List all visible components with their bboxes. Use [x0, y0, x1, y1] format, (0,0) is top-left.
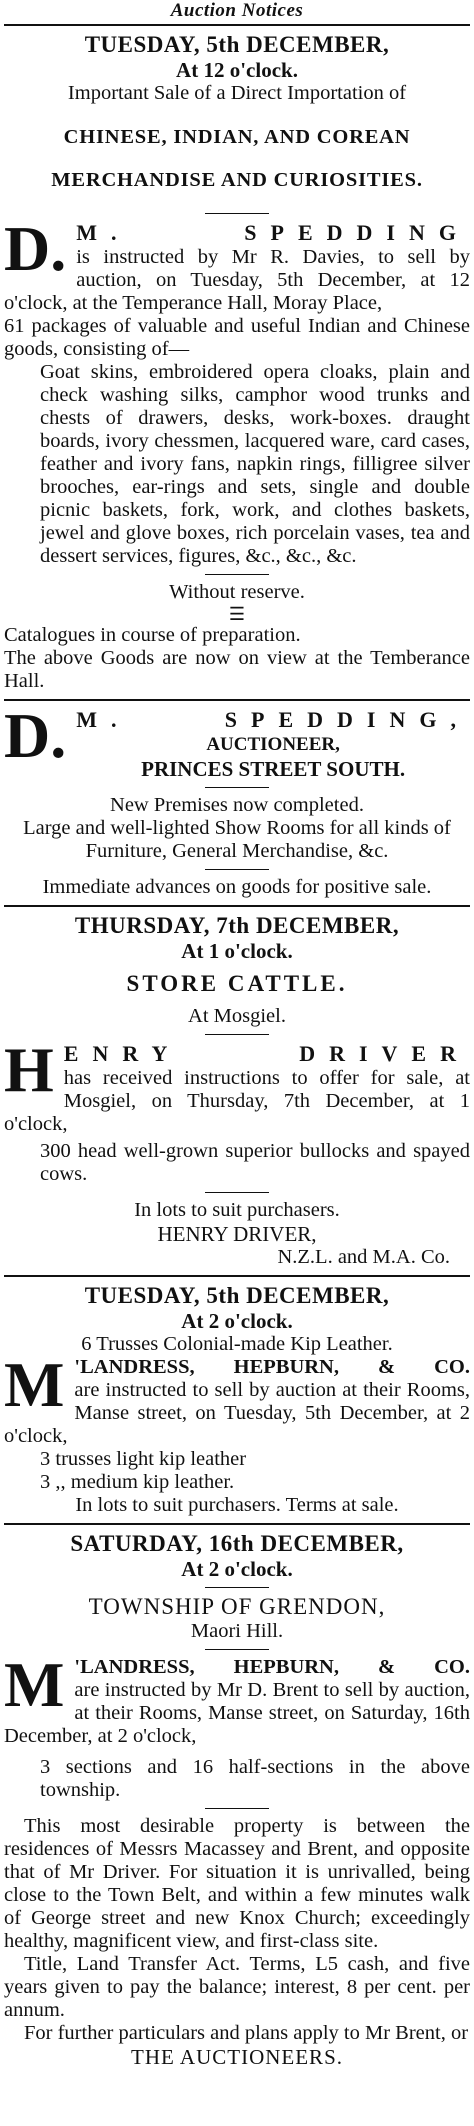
dropcap-paragraph: [4, 1348, 470, 1448]
short-rule: [205, 1192, 269, 1193]
short-rule: [205, 869, 269, 870]
view-note: The above Goods are now on view at the Temberance Hall.: [4, 646, 470, 692]
items-lead: 61 packages of valuable and useful Indian and Chinese goods, consisting of—: [4, 314, 470, 360]
short-rule: [205, 574, 269, 575]
sale-date: TUESDAY, 5th DECEMBER,: [84, 32, 390, 57]
sale-title: TOWNSHIP OF GRENDON,: [88, 1593, 386, 1619]
signature: HENRY DRIVER,: [157, 1221, 317, 1246]
sale-place: Maori Hill.: [190, 1619, 284, 1642]
sale-date: THURSDAY, 7th DECEMBER,: [74, 912, 400, 938]
auctioneer-name: M. SPEDDING: [76, 219, 470, 245]
sale-time: At 1 o'clock.: [181, 938, 293, 963]
auctioneer-name: 'LANDRESS, HEPBURN, & CO.: [74, 1355, 470, 1378]
notice-spedding-sale: [4, 32, 470, 693]
short-rule: [205, 787, 269, 788]
dropcap: D.: [4, 212, 67, 284]
ornament-icon: ☰: [228, 603, 246, 624]
section-header: Auction Notices: [170, 0, 304, 21]
dropcap-paragraph: [4, 1033, 470, 1136]
lead-line: 6 Trusses Colonial-made Kip Leather.: [81, 1332, 393, 1355]
dropcap-paragraph: [4, 212, 470, 315]
body-text: are instructed by Mr D. Brent to sell by auction, at their Rooms, Manse street, on Saturday, 16th December, at 2 o'clock,: [4, 1678, 470, 1747]
dropcap: H: [4, 1033, 54, 1105]
sale-time: At 12 o'clock.: [176, 58, 298, 82]
short-rule: [205, 1034, 269, 1035]
dropcap: D.: [4, 699, 67, 771]
sale-date: SATURDAY, 16th DECEMBER,: [70, 1530, 404, 1556]
divider: [4, 1275, 470, 1277]
advances-note: Immediate advances on goods for positive sale.: [42, 875, 432, 898]
auctioneer-name: ENRY DRIVER: [63, 1040, 470, 1066]
notice-store-cattle: [4, 913, 470, 1269]
short-rule: [205, 1808, 269, 1809]
lot-item: 3 trusses light kip leather: [40, 1447, 247, 1470]
sections-note: 3 sections and 16 half-sections in the above township.: [40, 1755, 470, 1801]
divider: [4, 24, 470, 26]
further-note: For further particulars and plans apply to Mr Brent, or: [24, 2021, 469, 2044]
notice-township-grendon: [4, 1531, 470, 2069]
lot-item: 3 ,, medium kip leather.: [40, 1470, 235, 1493]
sale-place: At Mosgiel.: [188, 1004, 286, 1027]
dropcap: M: [4, 1648, 65, 1720]
dropcap: M: [4, 1348, 65, 1420]
body-text: is instructed by Mr R. Davies, to sell by auction, on Tuesday, 5th December, at 12 o'clock, at the Temperance Hall, Moray Place,: [4, 245, 470, 314]
divider: [4, 699, 470, 701]
signature-org: N.Z.L. and M.A. Co.: [277, 1245, 450, 1268]
catalogue-note: Catalogues in course of preparation.: [4, 623, 301, 646]
short-rule: [205, 213, 269, 214]
notice-kip-leather: [4, 1283, 470, 1517]
caps-line: MERCHANDISE AND CURIOSITIES.: [51, 169, 423, 191]
lot-description: 300 head well-grown superior bullocks and spayed cows.: [40, 1139, 470, 1185]
divider: [4, 905, 470, 907]
auctioneer-title: AUCTIONEER,: [206, 733, 340, 755]
caps-line: CHINESE, INDIAN, AND COREAN: [63, 125, 411, 148]
body-text: are instructed to sell by auction at their Rooms, Manse street, on Tuesday, 5th December, at 2 o'clock,: [4, 1378, 470, 1447]
items-list: Goat skins, embroidered opera cloaks, plain and check washing silks, camphor wood trunks and chests of drawers, desks, work-boxes. draught boards, ivory chessmen, lacquered ware, card cases, feather and ivory fans, napkin rings, filligree silver brooches, ear-rings and sets, single and double picnic baskets, fork, work, and clothes baskets, jewel and glove boxes, rich porcelain vases, tea and dessert services, figures, &c., &c., &c.: [40, 360, 470, 567]
terms-note: Title, Land Transfer Act. Terms, L5 cash, and five years given to pay the balance; interest, 8 per cent. per annum.: [4, 1952, 470, 2021]
lead-line: Important Sale of a Direct Importation of: [67, 82, 407, 104]
sale-date: TUESDAY, 5th DECEMBER,: [84, 1282, 390, 1308]
signature: THE AUCTIONEERS.: [131, 2044, 343, 2069]
notice-spedding-premises: [4, 699, 470, 899]
showrooms-note: Large and well-lighted Show Rooms for all kinds of Furniture, General Merchandise, &c.: [23, 816, 451, 862]
sale-time: At 2 o'clock.: [181, 1308, 293, 1333]
divider: [4, 1523, 470, 1525]
auctioneer-name: 'LANDRESS, HEPBURN, & CO.: [74, 1655, 470, 1678]
auctioneer-name: M. SPEDDING,: [76, 706, 470, 732]
dropcap-paragraph: [4, 1648, 470, 1748]
property-description: This most desirable property is between the residences of Messrs Macassey and Brent, and opposite that of Mr Driver. For situation it is unrivalled, being close to the Town Belt, and within a few minutes walk of George street and new Knox Church; exceedingly healthy, magnificent view, and first-class site.: [4, 1814, 470, 1952]
reserve-note: Without reserve.: [169, 580, 305, 603]
short-rule: [205, 1587, 269, 1588]
sale-title: STORE CATTLE.: [126, 970, 348, 996]
sale-time: At 2 o'clock.: [181, 1556, 293, 1581]
auctioneer-address: PRINCES STREET SOUTH.: [141, 756, 406, 781]
premises-note: New Premises now completed.: [110, 793, 364, 816]
terms-note: In lots to suit purchasers. Terms at sale.: [75, 1493, 399, 1516]
dropcap-paragraph: [4, 699, 470, 781]
body-text: has received instructions to offer for sale, at Mosgiel, on Thursday, 7th December, at 1 o'clock,: [4, 1066, 470, 1135]
lots-note: In lots to suit purchasers.: [134, 1198, 340, 1221]
short-rule: [205, 1649, 269, 1650]
